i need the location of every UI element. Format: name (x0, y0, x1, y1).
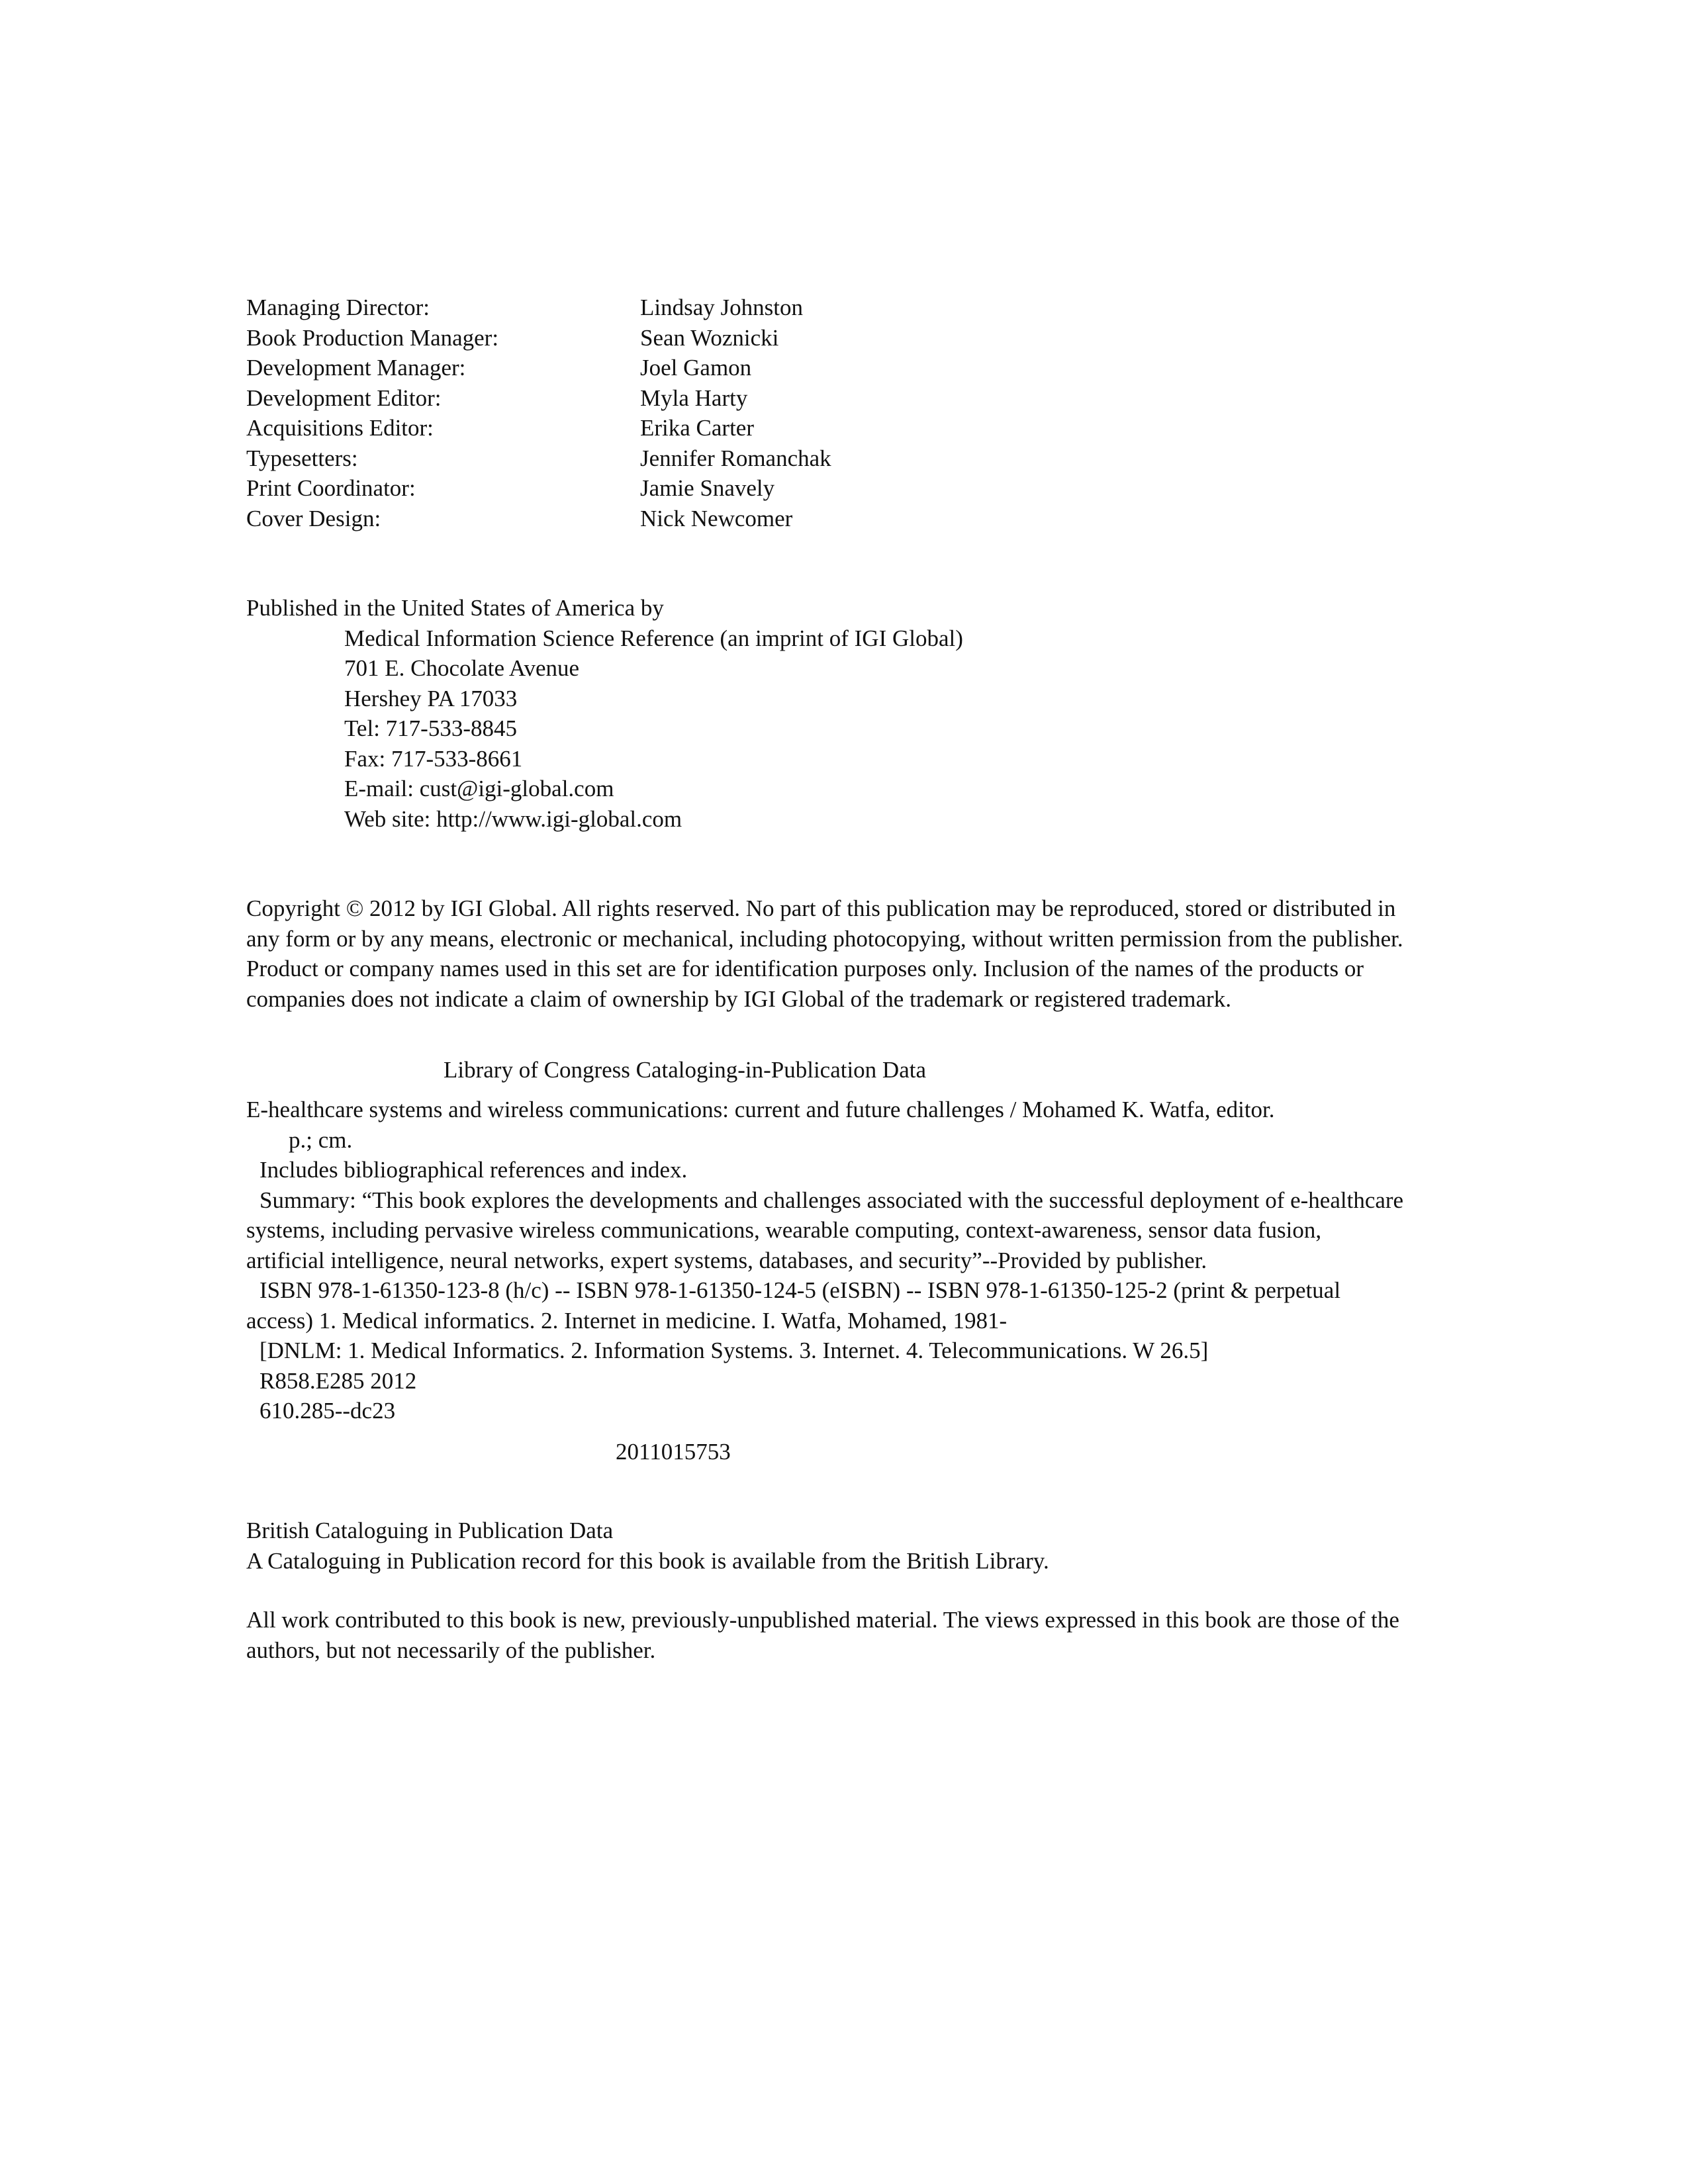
publisher-intro: Published in the United States of America by (246, 595, 664, 621)
copyright-line: Copyright © 2012 by IGI Global. All rights reserved. No part of this publication may be reproduced, stored or distributed in (246, 895, 1396, 921)
cip-summary-line: systems, including pervasive wireless communications, wearable computing, context-awareness, sensor data fusion, (246, 1217, 1322, 1243)
publisher-website: Web site: http://www.igi-global.com (344, 805, 682, 832)
british-cip-block (246, 1516, 1491, 1576)
cip-pages: p.; cm. (289, 1126, 353, 1153)
staff-name: Jamie Snavely (640, 475, 775, 501)
disclaimer-line: All work contributed to this book is new, previously-unpublished material. The views expressed in this book are those of the (246, 1607, 1399, 1633)
copyright-line: any form or by any means, electronic or mechanical, including photocopying, without written permission from the publisher. (246, 925, 1403, 952)
copyright-line: companies does not indicate a claim of ownership by IGI Global of the trademark or registered trademark. (246, 985, 1231, 1012)
staff-role: Print Coordinator: (246, 475, 416, 501)
cip-isbn-line: ISBN 978-1-61350-123-8 (h/c) -- ISBN 978-1-61350-124-5 (eISBN) -- ISBN 978-1-61350-125-2 (print & perpetual (259, 1277, 1341, 1303)
copyright-notice (246, 893, 1491, 1014)
staff-name: Sean Woznicki (640, 324, 779, 351)
staff-name: Jennifer Romanchak (640, 445, 831, 471)
staff-row (246, 473, 1491, 504)
staff-row (246, 504, 1491, 534)
cip-call-number: R858.E285 2012 (259, 1367, 417, 1394)
staff-name: Myla Harty (640, 385, 748, 411)
staff-role: Cover Design: (246, 505, 381, 531)
staff-role: Development Editor: (246, 385, 442, 411)
british-cip-heading: British Cataloguing in Publication Data (246, 1518, 614, 1543)
disclaimer-line: authors, but not necessarily of the publisher. (246, 1637, 656, 1663)
staff-name: Erika Carter (640, 415, 754, 441)
cip-heading: Library of Congress Cataloging-in-Publication Data (444, 1057, 927, 1083)
copyright-line: Product or company names used in this set are for identification purposes only. Inclusion of the names of the products or (246, 956, 1364, 981)
cip-isbn-line: access) 1. Medical informatics. 2. Internet in medicine. I. Watfa, Mohamed, 1981- (246, 1307, 1008, 1334)
disclaimer-block (246, 1605, 1491, 1665)
cip-dnlm: [DNLM: 1. Medical Informatics. 2. Information Systems. 3. Internet. 4. Telecommunications. W 26.5] (259, 1338, 1209, 1363)
cip-title-line: E-healthcare systems and wireless communications: current and future challenges / Mohamed K. Watfa, editor. (246, 1097, 1275, 1122)
staff-row (246, 353, 1491, 383)
cip-summary-line: Summary: “This book explores the developments and challenges associated with the successful deployment of e-healthcare (259, 1187, 1404, 1213)
staff-row (246, 413, 1491, 443)
publisher-name: Medical Information Science Reference (an imprint of IGI Global) (344, 625, 963, 651)
staff-role: Book Production Manager: (246, 324, 499, 351)
publisher-email: E-mail: cust@igi-global.com (344, 776, 614, 801)
publisher-block (246, 593, 1491, 834)
publisher-city: Hershey PA 17033 (344, 685, 518, 711)
cip-includes: Includes bibliographical references and index. (259, 1157, 688, 1183)
publisher-tel: Tel: 717-533-8845 (344, 715, 517, 741)
staff-role: Development Manager: (246, 355, 466, 381)
cip-summary-line: artificial intelligence, neural networks, expert systems, databases, and security”--Provided by publisher. (246, 1247, 1207, 1273)
cip-record (246, 1095, 1491, 1467)
publisher-street: 701 E. Chocolate Avenue (344, 655, 580, 681)
staff-credits (246, 293, 1491, 533)
cip-lccn: 2011015753 (616, 1438, 731, 1465)
staff-row (246, 323, 1491, 353)
staff-name: Nick Newcomer (640, 505, 793, 531)
staff-role: Managing Director: (246, 295, 430, 320)
staff-row (246, 443, 1491, 474)
staff-name: Joel Gamon (640, 355, 752, 381)
staff-row (246, 293, 1491, 323)
publisher-fax: Fax: 717-533-8661 (344, 745, 523, 772)
british-cip-text: A Cataloguing in Publication record for this book is available from the British Library. (246, 1547, 1049, 1574)
cip-dewey: 610.285--dc23 (259, 1398, 396, 1424)
staff-role: Typesetters: (246, 445, 358, 471)
staff-row (246, 383, 1491, 414)
staff-name: Lindsay Johnston (640, 295, 803, 320)
staff-role: Acquisitions Editor: (246, 415, 434, 441)
loc-cip-block (246, 1055, 1491, 1085)
